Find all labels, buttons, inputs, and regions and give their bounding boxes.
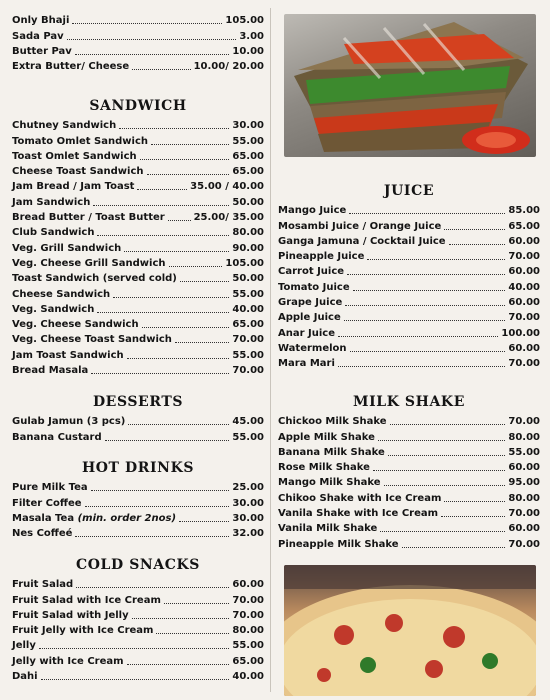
menu-item-price: 45.00 — [232, 416, 264, 428]
menu-item-name: Jelly with Ice Cream — [12, 655, 124, 667]
sandwich-items — [12, 117, 264, 377]
dot-leader — [179, 521, 229, 522]
dot-leader — [91, 490, 230, 491]
menu-item-name: Mara Mari — [278, 358, 335, 370]
menu-item — [12, 58, 264, 73]
menu-item-name: Veg. Sandwich — [12, 303, 95, 315]
menu-item-price: 70.00 — [508, 508, 540, 520]
menu-item — [12, 668, 264, 683]
menu-item-price: 105.00 — [225, 15, 264, 27]
menu-item-name: Ganga Jamuna / Cocktail Juice — [278, 235, 446, 247]
dot-leader — [93, 205, 229, 206]
menu-item — [12, 43, 264, 58]
menu-item-price: 55.00 — [232, 135, 264, 147]
section-milk-shake — [278, 393, 540, 551]
menu-item-price: 70.00 — [508, 358, 540, 370]
menu-item-name: Tomato Juice — [278, 281, 350, 293]
dot-leader — [147, 174, 230, 175]
dot-leader — [76, 587, 229, 588]
menu-item-name: Carrot Juice — [278, 266, 345, 278]
menu-item-name: Pineapple Juice — [278, 251, 365, 263]
dot-leader — [384, 485, 506, 486]
menu-item — [12, 117, 264, 132]
menu-item-price: 25.00 — [232, 482, 264, 494]
menu-item-price: 70.00 — [508, 251, 540, 263]
menu-item-price: 70.00 — [508, 416, 540, 428]
menu-item-name: Cheese Toast Sandwich — [12, 166, 144, 178]
menu-item-price: 85.00 — [508, 205, 540, 217]
menu-item-name: Cheese Sandwich — [12, 288, 111, 300]
menu-item-price: 55.00 — [232, 349, 264, 361]
dot-leader — [373, 470, 505, 471]
menu-item — [278, 413, 540, 428]
section-title-milk-shake: MILK SHAKE — [353, 394, 465, 410]
menu-item-name: Grape Juice — [278, 297, 343, 309]
menu-item — [278, 520, 540, 535]
section-title-sandwich: SANDWICH — [89, 98, 187, 114]
menu-item — [12, 178, 264, 193]
menu-item — [12, 193, 264, 208]
menu-item-note: (min. order 2nos) — [77, 512, 177, 524]
section-desserts — [12, 393, 264, 444]
dot-leader — [175, 342, 229, 343]
menu-item-price: 55.00 — [508, 446, 540, 458]
dot-leader — [151, 144, 229, 145]
dot-leader — [180, 281, 229, 282]
menu-item — [278, 355, 540, 370]
menu-item-name: Vanila Shake with Ice Cream — [278, 508, 439, 520]
menu-item — [12, 331, 264, 346]
menu-item — [12, 362, 264, 377]
menu-item-price: 40.00 — [508, 281, 540, 293]
menu-item — [12, 346, 264, 361]
menu-item-name: Chutney Sandwich — [12, 120, 117, 132]
dot-leader — [168, 220, 191, 221]
menu-item-price: 40.00 — [232, 303, 264, 315]
menu-item — [12, 479, 264, 494]
menu-item-price: 32.00 — [232, 528, 264, 540]
menu-item-price: 105.00 — [225, 257, 264, 269]
menu-item — [12, 12, 264, 27]
menu-item — [12, 525, 264, 540]
menu-item-name: Gulab Jamun (3 pcs) — [12, 416, 126, 428]
dot-leader — [132, 618, 230, 619]
menu-item-name: Veg. Cheese Sandwich — [12, 319, 139, 331]
menu-item — [12, 27, 264, 42]
menu-item-name: Fruit Jelly with Ice Cream — [12, 625, 154, 637]
dot-leader — [72, 23, 222, 24]
menu-item-name: Jelly — [12, 640, 36, 652]
section-bhaji-extras — [12, 12, 264, 73]
section-sandwich — [12, 97, 264, 377]
section-title-cold-snacks: COLD SNACKS — [76, 557, 200, 573]
menu-item-name: Masala Tea (min. order 2nos) — [12, 512, 177, 524]
menu-item — [12, 316, 264, 331]
dot-leader — [91, 373, 229, 374]
dot-leader — [353, 290, 506, 291]
dot-leader — [119, 128, 229, 129]
dot-leader — [444, 229, 505, 230]
dot-leader — [140, 159, 230, 160]
menu-item — [12, 510, 264, 525]
menu-item-name: Bread Butter / Toast Butter — [12, 212, 165, 224]
dot-leader — [390, 424, 506, 425]
menu-item — [278, 428, 540, 443]
menu-item-name: Sada Pav — [12, 30, 64, 42]
menu-item — [12, 607, 264, 622]
sandwich-illustration — [284, 14, 536, 157]
menu-item — [12, 148, 264, 163]
desserts-items — [12, 413, 264, 444]
menu-item-price: 10.00 — [232, 45, 264, 57]
dot-leader — [169, 266, 223, 267]
menu-item — [278, 217, 540, 232]
menu-item-name: Apple Milk Shake — [278, 431, 375, 443]
menu-item-price: 95.00 — [508, 477, 540, 489]
menu-item-price: 80.00 — [508, 492, 540, 504]
menu-item-price: 60.00 — [508, 523, 540, 535]
dot-leader — [41, 679, 230, 680]
menu-item-name: Apple Juice — [278, 312, 341, 324]
menu-item-name: Fruit Salad with Jelly — [12, 609, 129, 621]
menu-item-name: Banana Custard — [12, 431, 102, 443]
menu-item-name: Fruit Salad with Ice Cream — [12, 594, 161, 606]
dot-leader — [75, 54, 230, 55]
dot-leader — [444, 501, 505, 502]
dot-leader — [75, 536, 229, 537]
menu-item-name: Fruit Salad — [12, 579, 74, 591]
menu-item-price: 60.00 — [508, 235, 540, 247]
menu-item — [278, 294, 540, 309]
menu-item-price: 65.00 — [232, 150, 264, 162]
dot-leader — [378, 440, 505, 441]
menu-item-price: 70.00 — [232, 594, 264, 606]
menu-item-name: Club Sandwich — [12, 227, 95, 239]
menu-item — [12, 591, 264, 606]
menu-item-price: 55.00 — [232, 431, 264, 443]
menu-item-name: Toast Omlet Sandwich — [12, 150, 137, 162]
menu-item-name: Extra Butter/ Cheese — [12, 61, 130, 73]
menu-item — [12, 132, 264, 147]
menu-item-name: Jam Sandwich — [12, 196, 91, 208]
menu-item — [12, 255, 264, 270]
menu-item-price: 70.00 — [232, 609, 264, 621]
menu-item — [12, 576, 264, 591]
pizza-illustration — [284, 565, 536, 696]
menu-item — [278, 202, 540, 217]
menu-item-price: 25.00/ 35.00 — [193, 212, 264, 224]
dot-leader — [127, 358, 230, 359]
dot-leader — [124, 251, 229, 252]
menu-item — [12, 494, 264, 509]
menu-item-price: 30.00 — [232, 512, 264, 524]
menu-item-price: 70.00 — [508, 312, 540, 324]
menu-item-price: 65.00 — [232, 319, 264, 331]
menu-item-name: Pineapple Milk Shake — [278, 538, 399, 550]
menu-item — [278, 340, 540, 355]
menu-item-price: 60.00 — [232, 579, 264, 591]
section-juice — [278, 182, 540, 370]
menu-item-price: 30.00 — [232, 120, 264, 132]
menu-item — [12, 622, 264, 637]
menu-item-price: 65.00 — [232, 166, 264, 178]
menu-item-price: 70.00 — [232, 334, 264, 346]
menu-item-name: Chikoo Shake with Ice Cream — [278, 492, 442, 504]
menu-item — [278, 474, 540, 489]
menu-item — [12, 209, 264, 224]
dot-leader — [367, 259, 505, 260]
menu-item-name: Only Bhaji — [12, 15, 70, 27]
dot-leader — [350, 351, 506, 352]
menu-item-price: 80.00 — [232, 625, 264, 637]
menu-item — [12, 637, 264, 652]
menu-item-name: Dahi — [12, 671, 38, 683]
sandwich-photo — [284, 14, 536, 157]
menu-item-name: Tomato Omlet Sandwich — [12, 135, 148, 147]
menu-item-price: 70.00 — [232, 365, 264, 377]
dot-leader — [39, 648, 229, 649]
menu-item-price: 65.00 — [508, 220, 540, 232]
dot-leader — [67, 39, 237, 40]
menu-item-price: 60.00 — [508, 297, 540, 309]
menu-item-name: Nes Coffeé — [12, 528, 73, 540]
menu-item-name: Pure Milk Tea — [12, 482, 88, 494]
dot-leader — [85, 506, 230, 507]
dot-leader — [347, 274, 505, 275]
menu-item-price: 50.00 — [232, 273, 264, 285]
pizza-photo — [284, 565, 536, 696]
menu-item — [278, 535, 540, 550]
section-title-juice: JUICE — [383, 183, 435, 199]
dot-leader — [164, 603, 229, 604]
section-title-desserts: DESSERTS — [92, 394, 184, 410]
menu-item — [12, 285, 264, 300]
section-cold-snacks — [12, 556, 264, 683]
menu-item-name: Mango Milk Shake — [278, 477, 381, 489]
menu-item-name: Watermelon — [278, 342, 347, 354]
menu-item-price: 30.00 — [232, 497, 264, 509]
menu-item-price: 60.00 — [508, 266, 540, 278]
menu-item — [12, 301, 264, 316]
dot-leader — [128, 424, 229, 425]
menu-item-name: Jam Bread / Jam Toast — [12, 181, 135, 193]
menu-item — [278, 324, 540, 339]
dot-leader — [380, 531, 505, 532]
dot-leader — [349, 213, 505, 214]
menu-item-name: Vanila Milk Shake — [278, 523, 378, 535]
section-hot-drinks — [12, 459, 264, 540]
dot-leader — [344, 320, 506, 321]
menu-item-price: 60.00 — [508, 342, 540, 354]
milk-shake-items — [278, 413, 540, 551]
menu-item-price: 60.00 — [508, 462, 540, 474]
dot-leader — [441, 516, 505, 517]
dot-leader — [338, 366, 505, 367]
menu-item-price: 80.00 — [508, 431, 540, 443]
menu-item-price: 3.00 — [239, 30, 264, 42]
menu-item — [278, 505, 540, 520]
menu-item-price: 10.00/ 20.00 — [193, 61, 264, 73]
menu-item-price: 70.00 — [508, 538, 540, 550]
section-title-hot-drinks: HOT DRINKS — [81, 460, 195, 476]
menu-item-price: 40.00 — [232, 671, 264, 683]
menu-item-price: 35.00 / 40.00 — [190, 181, 264, 193]
menu-item-name: Bread Masala — [12, 365, 89, 377]
juice-items — [278, 202, 540, 370]
menu-item — [12, 163, 264, 178]
menu-item — [278, 309, 540, 324]
menu-item-name: Anar Juice — [278, 327, 335, 339]
menu-item — [12, 239, 264, 254]
menu-item-price: 65.00 — [232, 655, 264, 667]
dot-leader — [137, 189, 187, 190]
menu-item-name: Veg. Cheese Grill Sandwich — [12, 257, 166, 269]
menu-item-name: Toast Sandwich (served cold) — [12, 273, 177, 285]
menu-item-price: 80.00 — [232, 227, 264, 239]
dot-leader — [132, 69, 190, 70]
menu-item-price: 50.00 — [232, 196, 264, 208]
dot-leader — [402, 547, 506, 548]
menu-item — [278, 444, 540, 459]
hot-drinks-items — [12, 479, 264, 540]
cold-snacks-items — [12, 576, 264, 683]
menu-item — [278, 459, 540, 474]
menu-item-name: Veg. Cheese Toast Sandwich — [12, 334, 172, 346]
dot-leader — [156, 633, 229, 634]
dot-leader — [338, 336, 498, 337]
dot-leader — [449, 244, 506, 245]
menu-item-name: Filter Coffee — [12, 497, 82, 509]
menu-item-price: 55.00 — [232, 640, 264, 652]
menu-item — [12, 270, 264, 285]
dot-leader — [97, 235, 229, 236]
menu-item — [278, 248, 540, 263]
menu-item-price: 55.00 — [232, 288, 264, 300]
menu-item — [12, 224, 264, 239]
menu-item-name: Rose Milk Shake — [278, 462, 370, 474]
menu-item-price: 100.00 — [501, 327, 540, 339]
menu-item — [278, 263, 540, 278]
dot-leader — [142, 327, 230, 328]
dot-leader — [345, 305, 505, 306]
dot-leader — [97, 312, 229, 313]
menu-item — [278, 278, 540, 293]
menu-item-name: Veg. Grill Sandwich — [12, 242, 122, 254]
menu-item — [278, 233, 540, 248]
dot-leader — [388, 455, 506, 456]
menu-item — [12, 652, 264, 667]
dot-leader — [105, 440, 230, 441]
menu-item — [12, 413, 264, 428]
menu-item-name: Banana Milk Shake — [278, 446, 385, 458]
menu-item — [278, 489, 540, 504]
menu-item — [12, 428, 264, 443]
menu-item-name: Jam Toast Sandwich — [12, 349, 124, 361]
column-divider — [270, 8, 271, 692]
menu-item-name: Butter Pav — [12, 45, 72, 57]
menu-item-name: Mosambi Juice / Orange Juice — [278, 220, 442, 232]
dot-leader — [127, 664, 230, 665]
dot-leader — [113, 297, 229, 298]
menu-item-name: Mango Juice — [278, 205, 347, 217]
menu-item-name: Chickoo Milk Shake — [278, 416, 387, 428]
menu-item-price: 90.00 — [232, 242, 264, 254]
